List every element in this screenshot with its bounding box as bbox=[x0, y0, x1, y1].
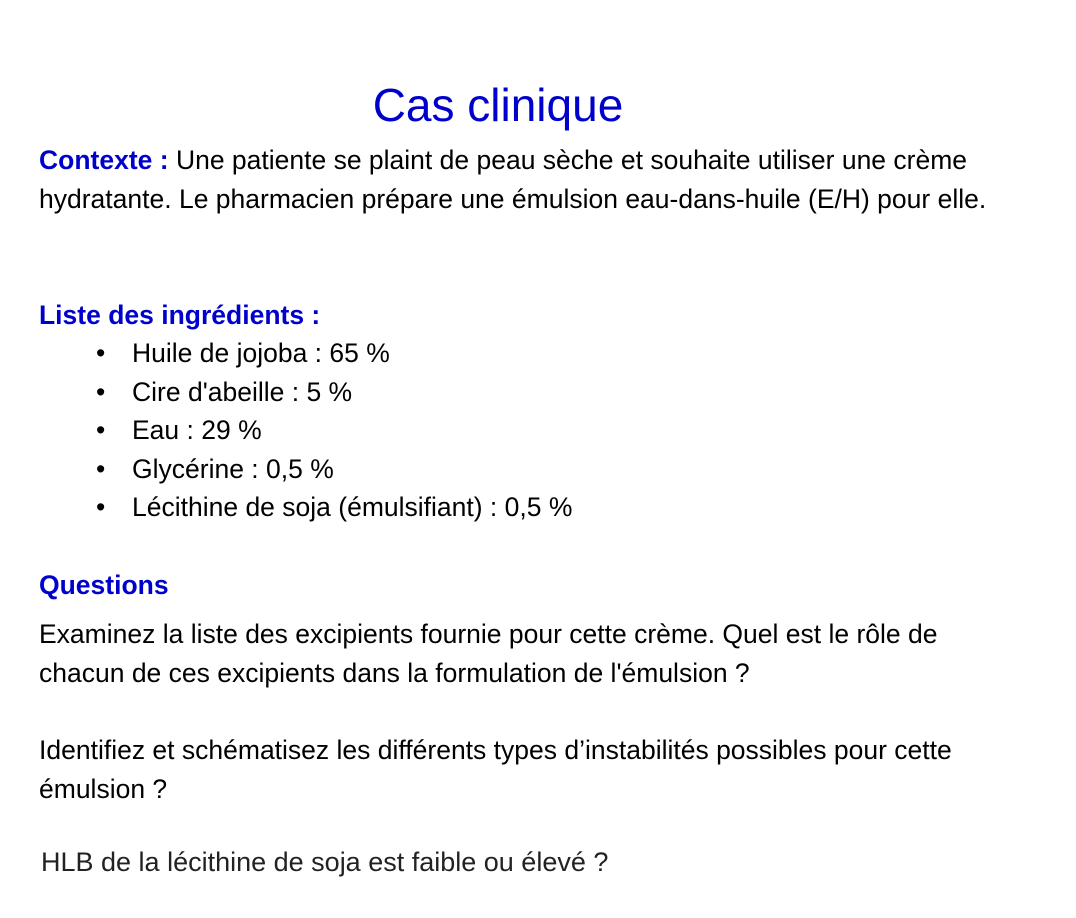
bullet-icon: • bbox=[96, 338, 106, 368]
bullet-icon: • bbox=[96, 376, 106, 407]
ingredient-text: Lécithine de soja (émulsifiant) : 0,5 % bbox=[132, 492, 573, 522]
ingredient-text: Glycérine : 0,5 % bbox=[132, 453, 334, 484]
list-item bbox=[96, 488, 572, 527]
bullet-icon: • bbox=[96, 453, 106, 484]
list-item bbox=[96, 373, 572, 412]
context-text: Une patiente se plaint de peau sèche et souhaite utiliser une crème hydratante. Le pharmacien prépare une émulsion eau-dans-huile (E/H) pour elle. bbox=[39, 145, 987, 214]
page-title: Cas clinique bbox=[372, 78, 624, 131]
ingredients-list bbox=[96, 334, 572, 527]
list-item bbox=[96, 334, 572, 373]
bullet-icon: • bbox=[96, 492, 106, 522]
context-label: Contexte : bbox=[39, 145, 169, 175]
ingredient-text: Cire d'abeille : 5 % bbox=[132, 376, 353, 407]
ingredients-heading: Liste des ingrédients : bbox=[39, 300, 321, 330]
context-paragraph bbox=[39, 141, 1039, 219]
ingredient-text: Huile de jojoba : 65 % bbox=[132, 338, 390, 368]
list-item bbox=[96, 450, 572, 489]
list-item bbox=[96, 411, 572, 450]
ingredient-text: Eau : 29 % bbox=[132, 415, 262, 445]
questions-heading: Questions bbox=[39, 570, 169, 600]
question-3: HLB de la lécithine de soja est faible ou élevé ? bbox=[41, 847, 609, 877]
question-2: Identifiez et schématisez les différents types d’instabilités possibles pour cette émulsion ? bbox=[39, 735, 952, 804]
bullet-icon: • bbox=[96, 415, 106, 445]
question-1: Examinez la liste des excipients fournie pour cette crème. Quel est le rôle de chacun de ces excipients dans la formulation de l'émulsion ? bbox=[39, 619, 938, 688]
